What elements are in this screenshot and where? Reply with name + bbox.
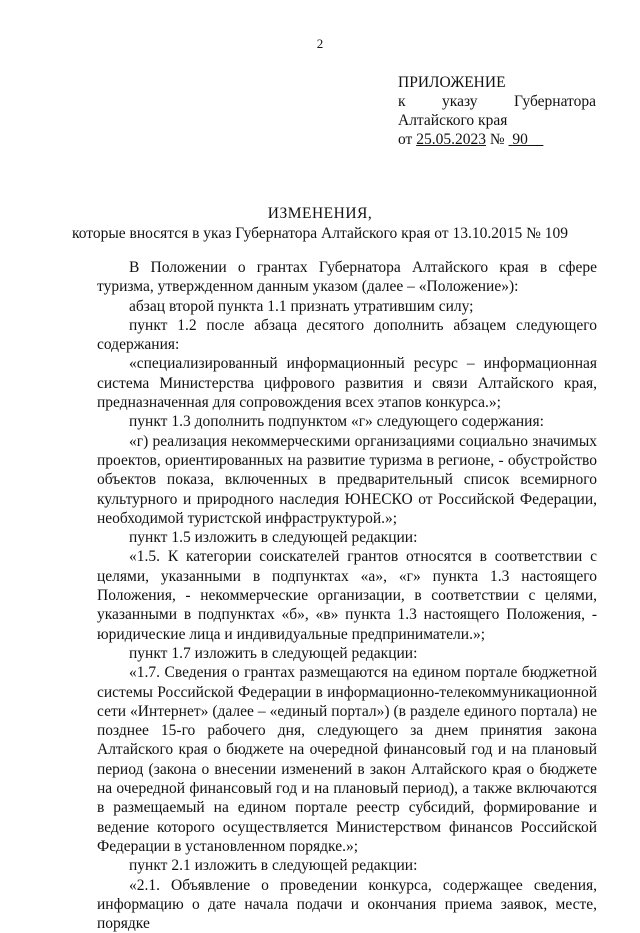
appendix-number-value: 90: [512, 131, 528, 148]
body-paragraph: В Положении о грантах Губернатора Алтайского края в сфере туризма, утвержденном данным указом (далее – «Положение»):: [97, 258, 597, 297]
body-paragraph: пункт 2.1 изложить в следующей редакции:: [97, 856, 597, 875]
appendix-number-sign: №: [490, 131, 505, 148]
appendix-to: к: [398, 92, 406, 111]
document-subtitle: которые вносятся в указ Губернатора Алтайского края от 13.10.2015 № 109: [0, 225, 640, 243]
body-paragraph: пункт 1.2 после абзаца десятого дополнить абзацем следующего содержания:: [97, 316, 597, 355]
appendix-number: [509, 131, 544, 148]
page-number: 2: [0, 36, 640, 52]
appendix-decree-line: [398, 92, 596, 111]
appendix-block: [398, 73, 596, 149]
body-paragraph: пункт 1.7 изложить в следующей редакции:: [97, 644, 597, 663]
body-paragraph: «2.1. Объявление о проведении конкурса, содержащее сведения, информацию о дате начала подачи и окончания приема заявок, месте, порядке: [97, 876, 597, 933]
document-body: [97, 258, 597, 933]
appendix-date-line: [398, 130, 596, 149]
appendix-from: от: [398, 131, 412, 148]
document-title: ИЗМЕНЕНИЯ,: [0, 205, 640, 223]
appendix-decree: указу: [442, 92, 477, 111]
appendix-region: Алтайского края: [398, 111, 596, 130]
body-paragraph: абзац второй пункта 1.1 признать утратившим силу;: [97, 297, 597, 316]
body-paragraph: «1.7. Сведения о грантах размещаются на едином портале бюджетной системы Российской Федерации в информационно-телекоммуникационной сети «Интернет» (далее – «единый портал») (в разделе единого портала) не позднее 15-го рабочего дня, следующего за днем принятия закона Алтайского края о бюджете на очередной финансовый год и на плановый период (закона о внесении изменений в закон Алтайского края о бюджете на очередной финансовый год и на плановый период), а также включаются в размещаемый на едином портале реестр субсидий, формирование и ведение которого осуществляется Министерством финансов Российской Федерации в установленном порядке.»;: [97, 663, 597, 856]
body-paragraph: пункт 1.5 изложить в следующей редакции:: [97, 528, 597, 547]
appendix-heading: ПРИЛОЖЕНИЕ: [398, 73, 596, 92]
body-paragraph: «специализированный информационный ресурс – информационная система Министерства цифрового развития и связи Алтайского края, предназначенная для сопровождения всех этапов конкурса.»;: [97, 354, 597, 412]
body-paragraph: «1.5. К категории соискателей грантов относятся в соответствии с целями, указанными в подпунктах «а», «г» пункта 1.3 настоящего Положения, - некоммерческие организации, в соответствии с целями, указанными в подпунктах «б», «в» пункта 1.3 настоящего Положения, - юридические лица и индивидуальные предприниматели.»;: [97, 547, 597, 643]
appendix-date: 25.05.2023: [416, 131, 486, 148]
body-paragraph: «г) реализация некоммерческими организациями социально значимых проектов, ориентированных на развитие туризма в регионе, - обустройство объектов показа, включенных в предварительный список всемирного культурного и природного наследия ЮНЕСКО от Российской Федерации, необходимой туристской инфраструктурой.»;: [97, 432, 597, 528]
appendix-governor: Губернатора: [514, 92, 596, 111]
body-paragraph: пункт 1.3 дополнить подпунктом «г» следующего содержания:: [97, 412, 597, 431]
